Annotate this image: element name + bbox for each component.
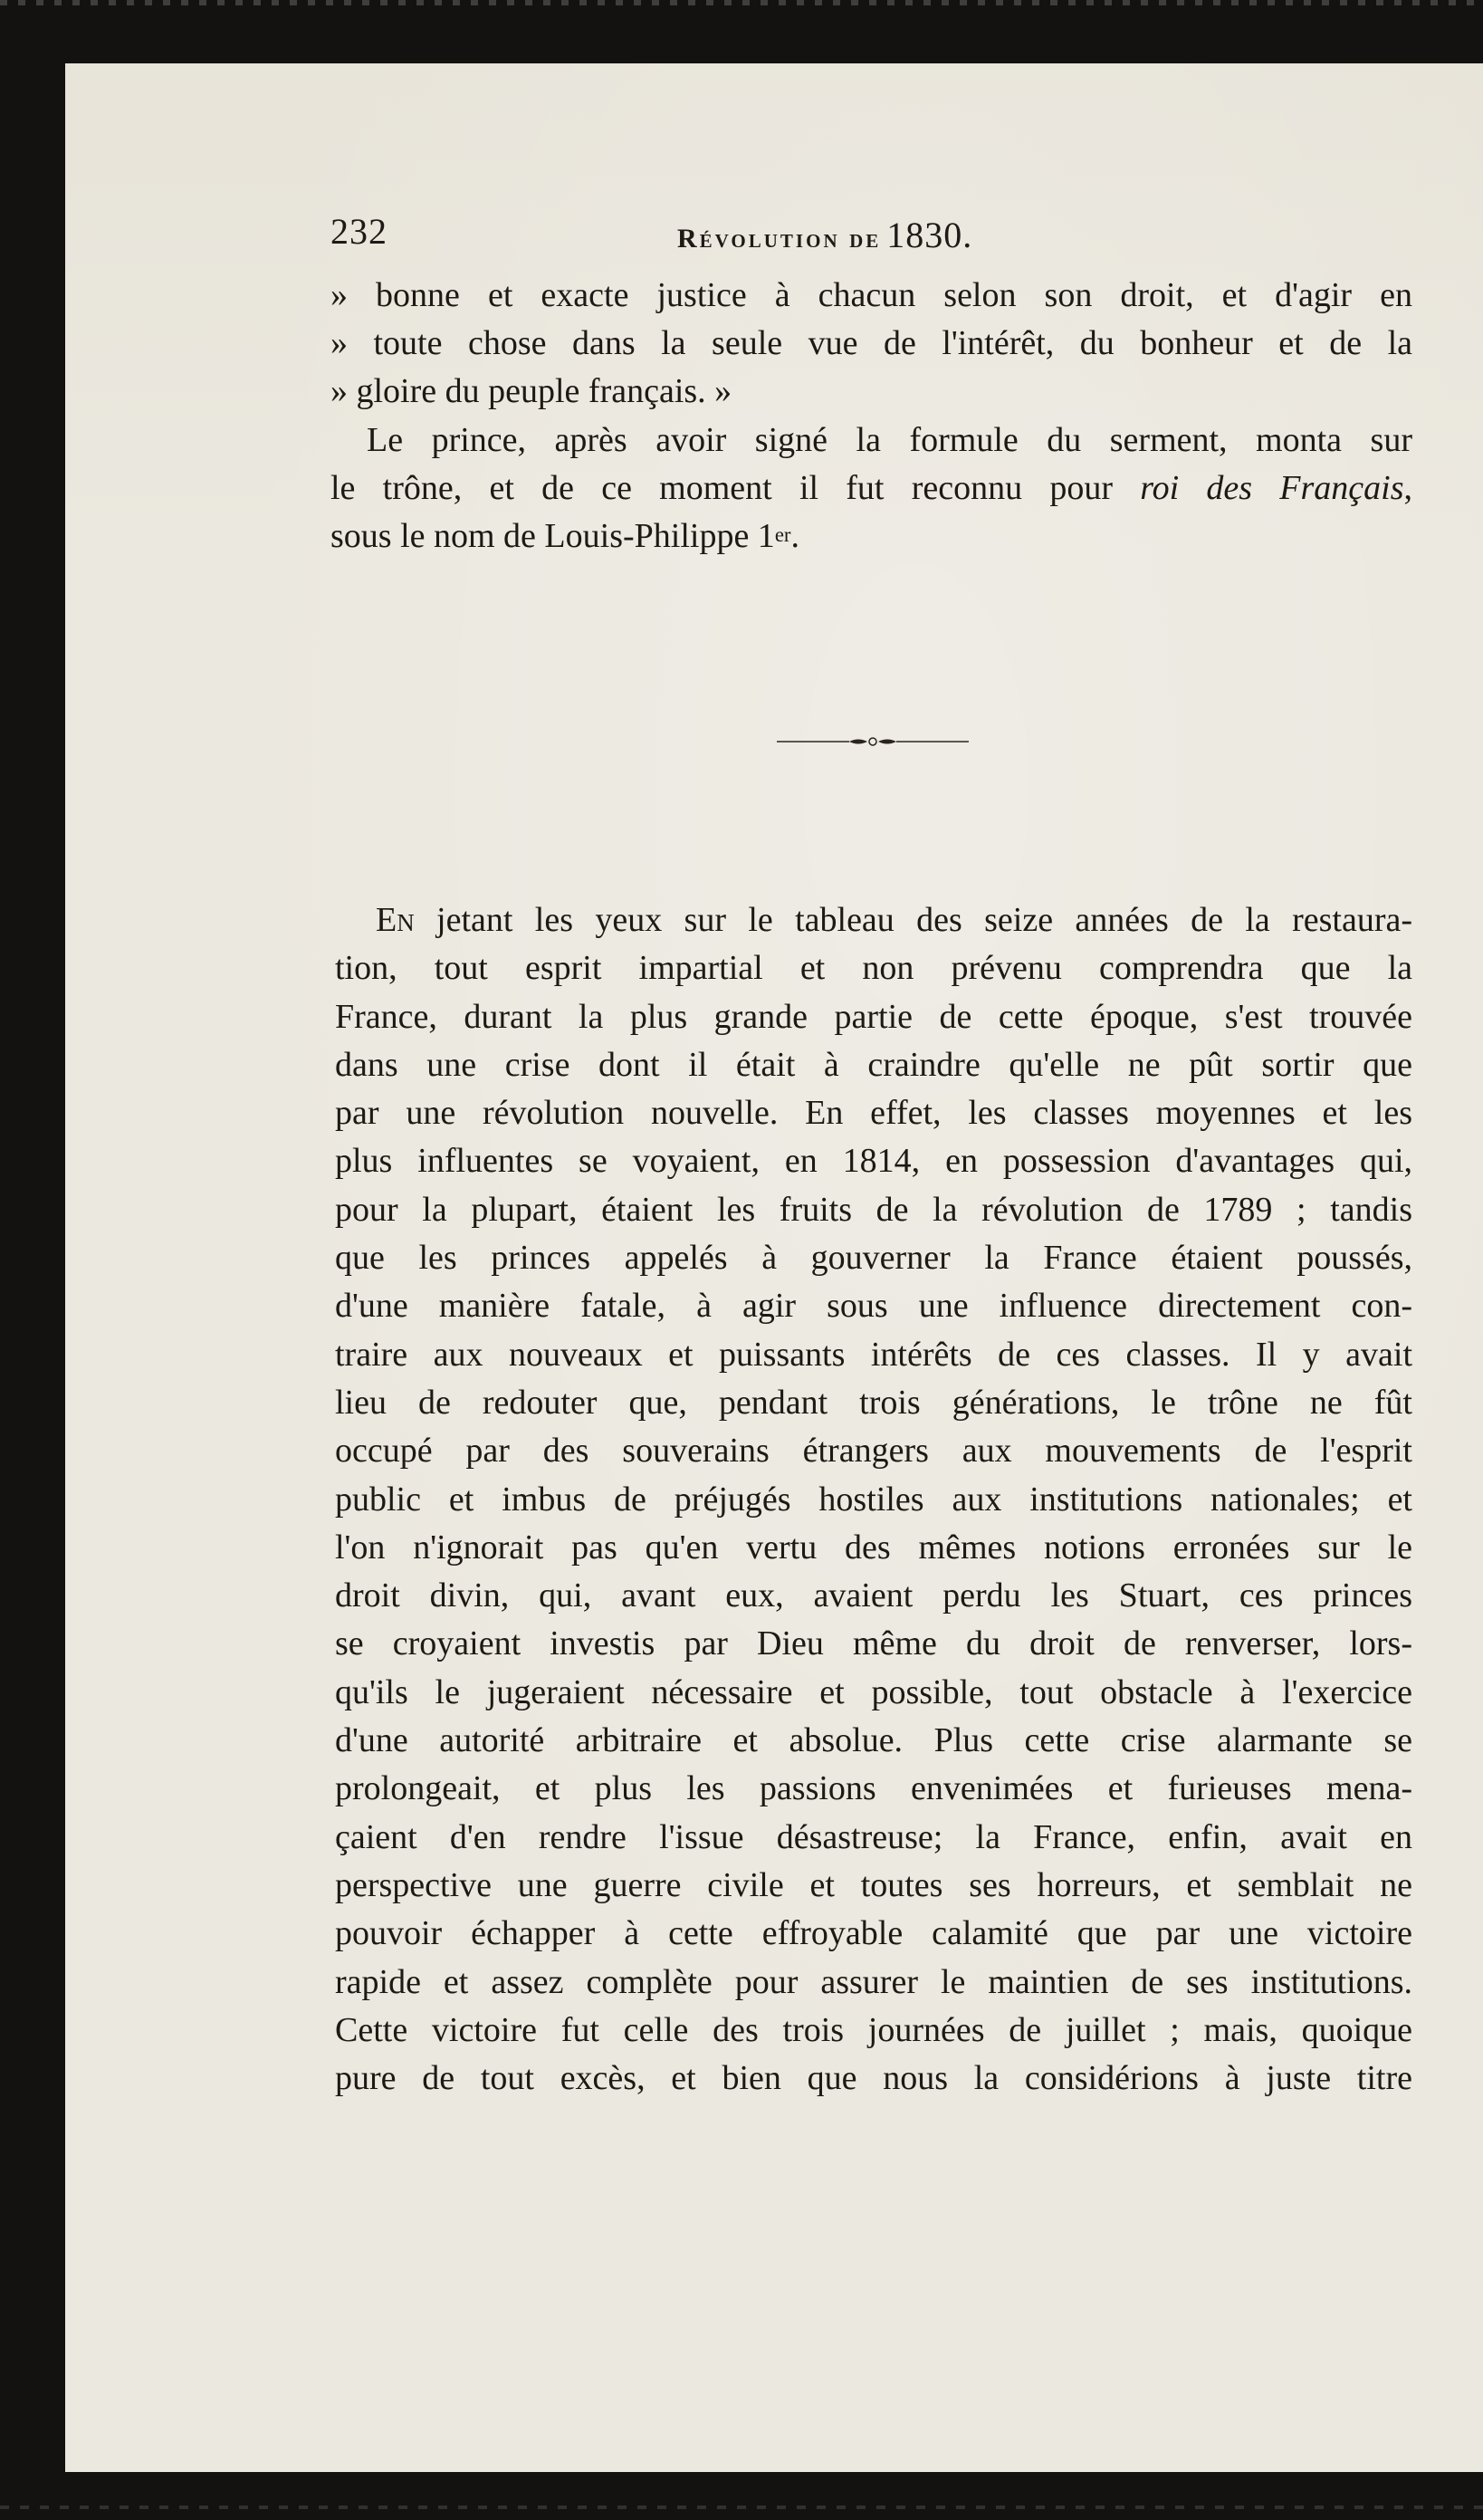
paragraph-coronation [330,417,1412,561]
running-title [677,214,972,256]
italic-title: roi des Français [1140,469,1404,507]
oath-line: » toute chose dans la seule vue de l'intérêt, du bonheur et de la [330,324,1412,362]
page-header [330,210,1417,264]
paragraph-text: sous le nom de Louis-Philippe 1 [330,517,775,555]
paragraph-text: le trône, et de ce moment il fut reconnu pour [330,469,1113,507]
scan-edge-bottom [0,2506,1483,2509]
paragraph-line [335,896,1412,944]
oath-line: » bonne et exacte justice à chacun selon son droit, et d'agir en [330,276,1412,314]
oath-continuation [330,272,1412,416]
paragraph-line: pure de tout excès, et bien que nous la considérions à juste titre [335,2059,1412,2098]
paragraph-line: l'on n'ignorait pas qu'en vertu des mêmes notions erronées sur le [335,1528,1412,1567]
paragraph-line: pour la plupart, étaient les fruits de la révolution de 1789 ; tandis [335,1190,1412,1229]
paragraph-text: , [1403,469,1412,507]
paragraph-line: tion, tout esprit impartial et non prévenu comprendra que la [335,949,1412,988]
paragraph-line [330,513,1412,561]
opening-word: En [376,901,415,939]
paragraph-line: rapide et assez complète pour assurer le maintien de ses institutions. [335,1962,1412,2001]
paragraph-line: public et imbus de préjugés hostiles aux institutions nationales; et [335,1480,1412,1519]
paragraph-text: jetant les yeux sur le tableau des seize années de la restaura- [414,901,1412,939]
paragraph-line: prolongeait, et plus les passions envenimées et furieuses mena- [335,1769,1412,1808]
paragraph-line: pouvoir échapper à cette effroyable calamité que par une victoire [335,1914,1412,1953]
paragraph-line: France, durant la plus grande partie de cette époque, s'est trouvée [335,997,1412,1036]
paragraph-text: Le prince, après avoir signé la formule du serment, monta sur [367,421,1412,459]
oath-line: » gloire du peuple français. » [330,372,732,410]
paragraph-line: que les princes appelés à gouverner la France étaient poussés, [335,1239,1412,1278]
paragraph-line: traire aux nouveaux et puissants intérêts de ces classes. Il y avait [335,1335,1412,1374]
paragraph-restoration [335,896,1412,2103]
paragraph-line: qu'ils le jugeraient nécessaire et possible, tout obstacle à l'exercice [335,1672,1412,1711]
paragraph-line: se croyaient investis par Dieu même du droit de renverser, lors- [335,1624,1412,1663]
paragraph-line: perspective une guerre civile et toutes ses horreurs, et semblait ne [335,1865,1412,1904]
paragraph-line: dans une crise dont il était à craindre qu'elle ne pût sortir que [335,1045,1412,1084]
paragraph-line: par une révolution nouvelle. En effet, les classes moyennes et les [335,1094,1412,1133]
paragraph-line: plus influentes se voyaient, en 1814, en possession d'avantages qui, [335,1142,1412,1181]
paragraph-line [330,417,1412,465]
section-divider-ornament [777,732,969,752]
paragraph-text: . [790,517,800,555]
running-title-year: 1830. [886,215,973,255]
scan-edge-top [0,0,1483,5]
paragraph-line [330,465,1412,513]
page-number: 232 [330,211,387,252]
paragraph-line: lieu de redouter que, pendant trois générations, le trône ne fût [335,1383,1412,1422]
paragraph-line: occupé par des souverains étrangers aux mouvements de l'esprit [335,1432,1412,1471]
paragraph-line: d'une manière fatale, à agir sous une influence directement con- [335,1287,1412,1326]
ordinal-superscript: er [774,523,791,546]
paragraph-line: droit divin, qui, avant eux, avaient perdu les Stuart, ces princes [335,1576,1412,1615]
paragraph-line: d'une autorité arbitraire et absolue. Plus cette crise alarmante se [335,1721,1412,1760]
paragraph-line: Cette victoire fut celle des trois journées de juillet ; mais, quoique [335,2010,1412,2049]
paragraph-line: çaient d'en rendre l'issue désastreuse; la France, enfin, avait en [335,1817,1412,1856]
running-title-text: Révolution de [677,224,882,254]
